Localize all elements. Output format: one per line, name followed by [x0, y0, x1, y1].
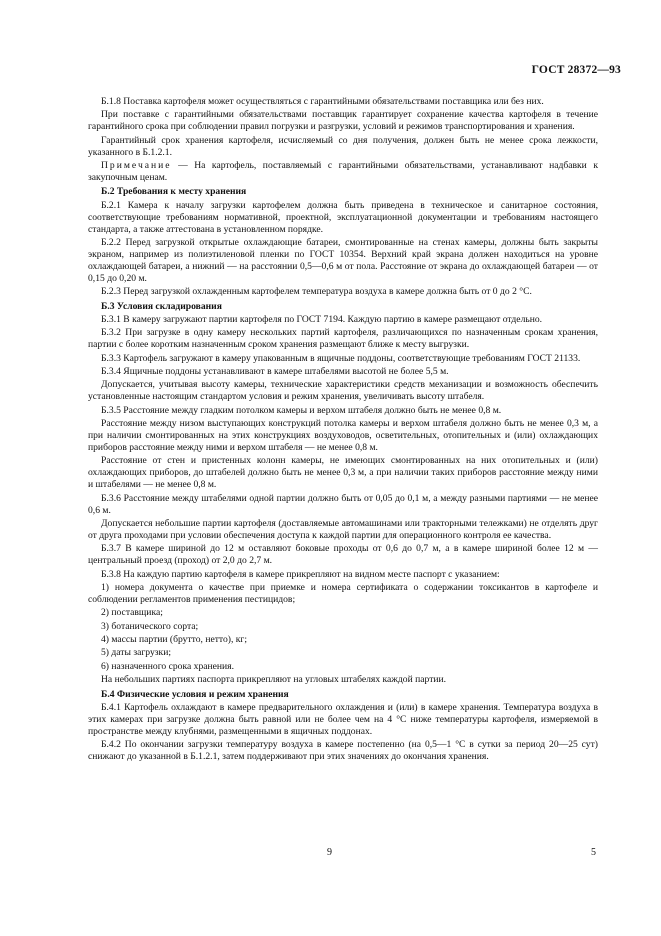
paragraph: Б.3.6 Расстояние между штабелями одной партии должно быть от 0,05 до 0,1 м, а между разными партиями — не менее 0,6 м.: [88, 492, 598, 516]
paragraph: Допускается, учитывая высоту камеры, технические характеристики средств механизации и возможность обеспечить установленные настоящим стандартом условия и режим хранения, увеличивать высоту штабеля.: [88, 379, 598, 403]
paragraph: Б.4.2 По окончании загрузки температуру воздуха в камере постепенно (на 0,5—1 °С в сутки за период 20—25 сут) снижают до указанной в Б.1.2.1, затем поддерживают при этих значениях до окончания хранения.: [88, 739, 598, 763]
paragraph: Б.3.2 При загрузке в одну камеру нескольких партий картофеля, различающихся по назначенным срокам хранения, партии с более коротким назначенным сроком хранения размещают ближе к месту выгрузки.: [88, 327, 598, 351]
document-body: [88, 96, 598, 765]
page-number-center: 9: [327, 847, 332, 858]
paragraph: Расстояние между низом выступающих конструкций потолка камеры и верхом штабеля должно быть не менее 0,3 м, а при наличии смонтированных на этих конструкциях воздуховодов, осветительных, отопительных и (или) охлаждающих приборов расстояние между ними и верхом штабеля — не менее 0,8 м.: [88, 418, 598, 453]
paragraph: 1) номера документа о качестве при приемке и номера сертификата о содержании токсикантов в картофеле и соблюдении регламентов применения пестицидов;: [88, 581, 598, 605]
note-lead: Примечание: [101, 160, 172, 172]
list-item: 2) поставщика;: [101, 607, 163, 619]
paragraph: Расстояние от стен и пристенных колонн камеры, не имеющих смонтированных на них отопительных и (или) охлаждающих приборов, до штабелей должно быть не менее 0,3 м, а при наличии таких приборов расстояние между ними и штабелями — не менее 0,8 м.: [88, 455, 598, 491]
list-item: 3) ботанического сорта;: [101, 620, 199, 632]
paragraph: Б.3.1 В камеру загружают партии картофеля по ГОСТ 7194. Каждую партию в камере размещают отдельно.: [101, 313, 543, 325]
section-title-b3: Б.3 Условия складирования: [101, 300, 222, 312]
paragraph: Б.3.4 Ящичные поддоны устанавливают в камере штабелями высотой не более 5,5 м.: [101, 366, 449, 378]
paragraph: Допускается небольшие партии картофеля (доставляемые автомашинами или тракторными тележками) не отделять друг от друга проходами при условии обеспечения доступа к каждой партии для операционного контроля ее качества.: [88, 517, 598, 541]
paragraph: На небольших партиях паспорта прикрепляют на угловых штабелях каждой партии.: [101, 674, 447, 686]
note: [88, 160, 598, 184]
note-text: — На картофель, поставляемый с гарантийными обязательствами, устанавливают надбавки к закупочным ценам.: [88, 160, 598, 183]
paragraph: Б.2.1 Камера к началу загрузки картофелем должна быть приведена в техническое и санитарное состояния, соответствующие требованиям нормативной, проектной, эксплуатационной документации и требованиям настоящего стандарта, а также аттестована в установленном порядке.: [88, 199, 598, 235]
list-item: 5) даты загрузки;: [101, 647, 172, 659]
list-item: 6) назначенного срока хранения.: [101, 660, 234, 672]
paragraph: Б.4.1 Картофель охлаждают в камере предварительного охлаждения и (или) в камере хранения. Температура воздуха в этих камерах при загрузке должна быть равной или не более чем на 4 °С ниже температуры картофеля, измеряемой в пространстве между клубнями, размещенными в ящичных поддонах.: [88, 702, 598, 737]
paragraph: Б.2.2 Перед загрузкой открытые охлаждающие батареи, смонтированные на стенах камеры, должны быть закрыты экраном, например из полиэтиленовой пленки по ГОСТ 10354. Верхний край экрана должен находиться на уровне охлаждающей батареи, а нижний — на расстоянии 0,5—0,6 м от пола. Расстояние от экрана до охлаждающей батареи — от 0,15 до 0,20 м.: [88, 236, 598, 284]
list-item: 4) массы партии (брутто, нетто), кг;: [101, 634, 248, 646]
standard-header: ГОСТ 28372—93: [531, 64, 621, 76]
section-title-b4: Б.4 Физические условия и режим хранения: [101, 688, 289, 700]
paragraph: Б.3.7 В камере шириной до 12 м оставляют боковые проходы от 0,6 до 0,7 м, а в камере шириной более 12 м — центральный проезд (проход) от 2,0 до 2,7 м.: [88, 543, 598, 567]
paragraph: Б.1.8 Поставка картофеля может осуществляться с гарантийными обязательствами поставщика или без них.: [101, 96, 544, 107]
paragraph: Б.3.5 Расстояние между гладким потолком камеры и верхом штабеля должно быть не менее 0,8 м.: [101, 404, 502, 416]
paragraph: Б.3.3 Картофель загружают в камеру упакованным в ящичные поддоны, соответствующие требованиям ГОСТ 21133.: [101, 352, 581, 364]
paragraph: При поставке с гарантийными обязательствами поставщик гарантирует сохранение качества картофеля в течение гарантийного срока при соблюдении правил погрузки и разгрузки, условий и режимов транспортирования и хранения.: [88, 109, 598, 133]
paragraph: Б.2.3 Перед загрузкой охлажденным картофелем температура воздуха в камере должна быть от 0 до 2 °С.: [101, 286, 532, 298]
paragraph: Гарантийный срок хранения картофеля, исчисляемый со дня получения, должен быть не менее срока лежкости, указанного в Б.1.2.1.: [88, 134, 598, 158]
page-number-right: 5: [591, 847, 596, 858]
section-title-b2: Б.2 Требования к месту хранения: [101, 186, 247, 198]
paragraph: Б.3.8 На каждую партию картофеля в камере прикрепляют на видном месте паспорт с указанием:: [101, 568, 500, 580]
